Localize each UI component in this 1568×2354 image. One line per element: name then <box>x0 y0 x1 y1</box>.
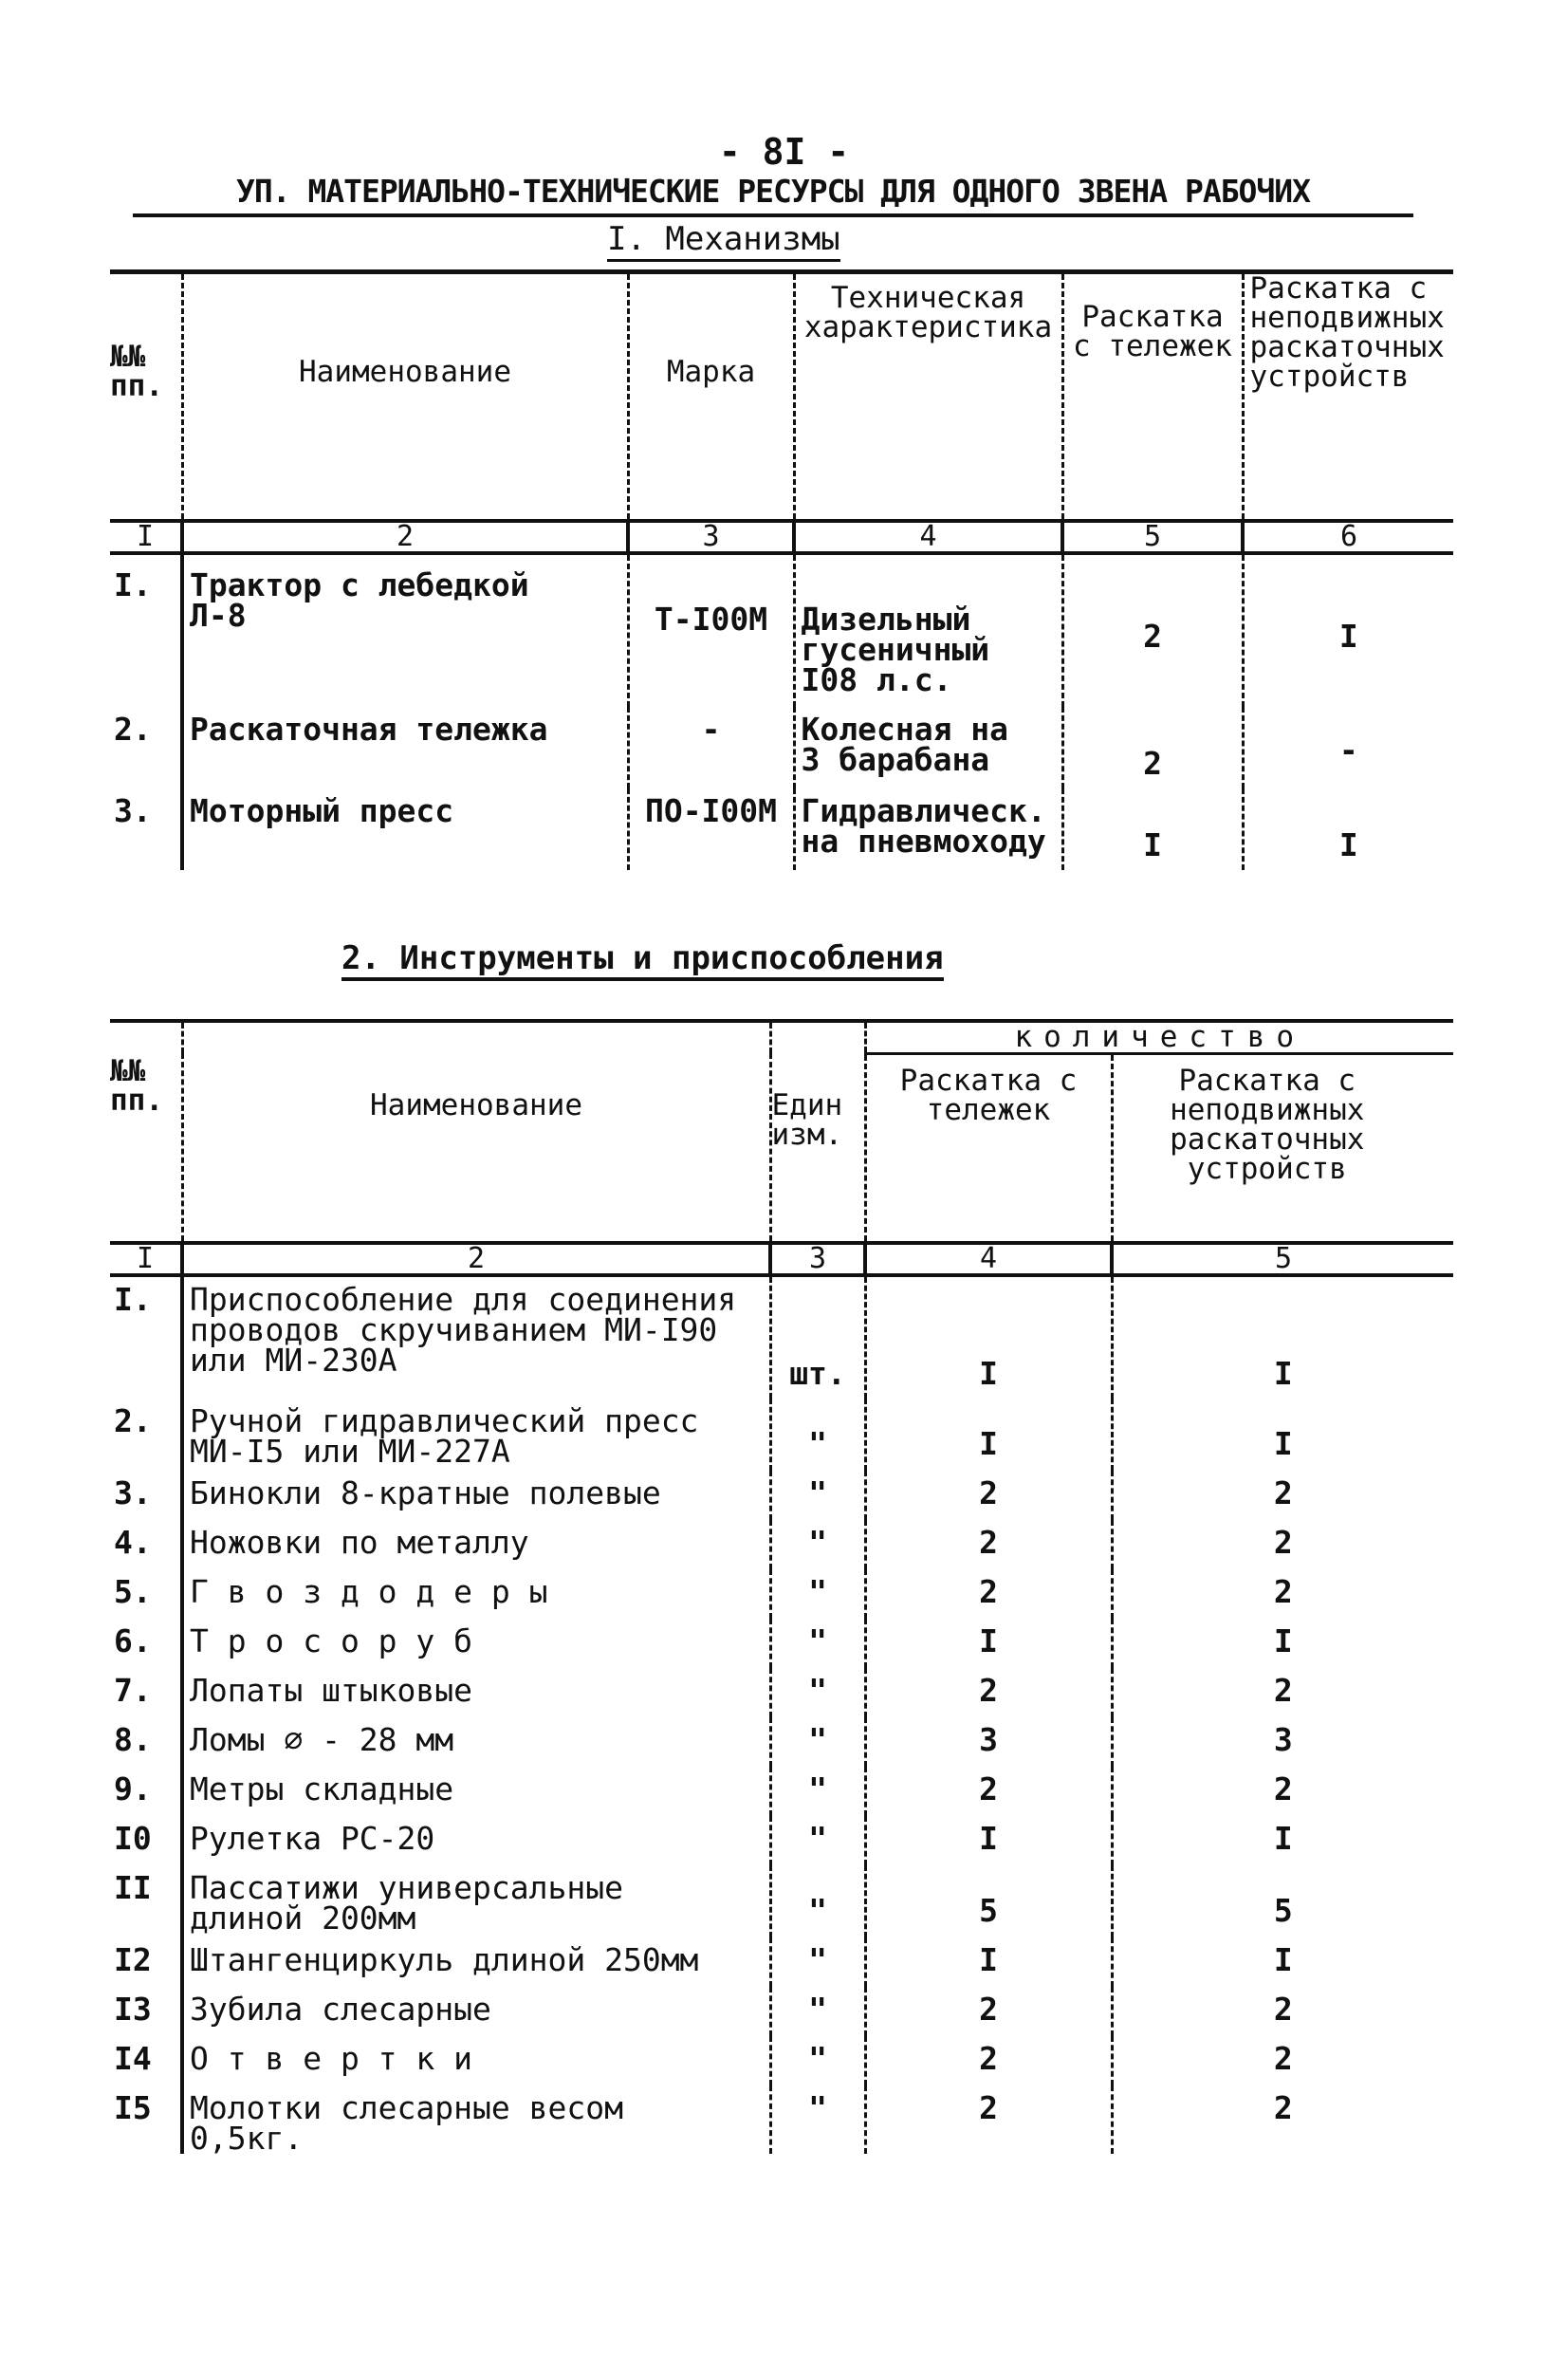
table-row <box>110 707 1453 788</box>
table-row <box>110 1816 1453 1865</box>
table-row <box>110 1987 1453 2036</box>
row-num: I5 <box>114 2089 152 2126</box>
row-spec: Гидравлическ. на пневмоходу <box>794 788 1062 870</box>
row-from-carts: I <box>865 1619 1112 1668</box>
row-fixed: I <box>1112 1275 1453 1399</box>
row-from-carts: 5 <box>865 1865 1112 1937</box>
row-num: 5. <box>114 1573 152 1610</box>
row-name: Рулетка РС-20 <box>182 1816 770 1865</box>
table-row <box>110 1520 1453 1569</box>
header-num: №№ пп. <box>110 1054 163 1118</box>
row-name: Метры складные <box>182 1767 770 1816</box>
colnum-5: 5 <box>1112 1243 1453 1275</box>
row-num: 3. <box>114 1474 152 1511</box>
row-num: I3 <box>114 1991 152 2028</box>
row-name: Ножовки по металлу <box>182 1520 770 1569</box>
colnum-6: 6 <box>1243 521 1453 553</box>
row-num: I0 <box>114 1820 152 1857</box>
row-name: Приспособление для соединения проводов скручиванием МИ-I90 или МИ-230А <box>182 1275 770 1399</box>
row-num: 8. <box>114 1721 152 1758</box>
colnum-4: 4 <box>865 1243 1112 1275</box>
row-fixed: 2 <box>1112 1668 1453 1717</box>
row-fixed: 2 <box>1112 1520 1453 1569</box>
header-row <box>110 272 1453 521</box>
row-from-carts: 2 <box>865 1668 1112 1717</box>
row-mark: ПО-I00М <box>628 788 794 870</box>
table-row <box>110 1767 1453 1816</box>
row-unit: " <box>770 1767 865 1816</box>
row-num: 6. <box>114 1622 152 1659</box>
row-unit: " <box>770 1937 865 1987</box>
row-unit: " <box>770 1619 865 1668</box>
row-name: Т р о с о р у б <box>182 1619 770 1668</box>
colnum-3: 3 <box>770 1243 865 1275</box>
row-from-carts: I <box>1062 788 1243 870</box>
row-name: Ручной гидравлический пресс МИ-I5 или МИ-227А <box>182 1399 770 1471</box>
row-num: I. <box>114 565 152 603</box>
row-name: Штангенциркуль длиной 250мм <box>182 1937 770 1987</box>
row-num: I. <box>114 1281 152 1318</box>
row-from-carts: 2 <box>865 1987 1112 2036</box>
row-unit: " <box>770 1987 865 2036</box>
section1-title: I. Механизмы <box>607 220 840 262</box>
table-row <box>110 1865 1453 1937</box>
row-from-carts: 3 <box>865 1717 1112 1767</box>
row-num: 2. <box>114 710 152 748</box>
row-unit: " <box>770 1520 865 1569</box>
header-from-carts: Раскатка с тележек <box>1062 272 1243 521</box>
row-from-carts: 2 <box>865 1471 1112 1520</box>
row-fixed: I <box>1112 1816 1453 1865</box>
row-mark: - <box>628 707 794 788</box>
row-unit: " <box>770 2036 865 2085</box>
table-row <box>110 553 1453 707</box>
row-unit: " <box>770 1668 865 1717</box>
page-number: - 8I - <box>718 131 850 173</box>
tools-table <box>110 1019 1453 2157</box>
row-fixed: 2 <box>1112 1987 1453 2036</box>
header-name: Наименование <box>182 1021 770 1243</box>
row-num: 2. <box>114 1402 152 1439</box>
table-row <box>110 1569 1453 1619</box>
colnum-3: 3 <box>628 521 794 553</box>
row-from-carts: 2 <box>1062 553 1243 707</box>
row-spec: Колесная на 3 барабана <box>794 707 1062 788</box>
table-row <box>110 1471 1453 1520</box>
table-row <box>110 1399 1453 1471</box>
section2-title: 2. Инструменты и приспособления <box>341 939 944 981</box>
colnum-4: 4 <box>794 521 1062 553</box>
table-row <box>110 1937 1453 1987</box>
row-num: II <box>114 1869 152 1906</box>
row-num: 7. <box>114 1672 152 1709</box>
table-row <box>110 1717 1453 1767</box>
row-from-carts: I <box>865 1399 1112 1471</box>
row-unit: " <box>770 2085 865 2154</box>
row-name: Ломы ∅ - 28 мм <box>182 1717 770 1767</box>
header-unit: Един изм. <box>770 1021 865 1243</box>
row-unit: " <box>770 1399 865 1471</box>
header-from-carts: Раскатка с тележек <box>865 1053 1112 1243</box>
row-name: Г в о з д о д е р ы <box>182 1569 770 1619</box>
row-fixed: 2 <box>1112 1569 1453 1619</box>
table-row <box>110 1619 1453 1668</box>
colnum-2: 2 <box>182 1243 770 1275</box>
column-numbers-row <box>110 521 1453 553</box>
row-unit: " <box>770 1816 865 1865</box>
table-row <box>110 1275 1453 1399</box>
row-from-carts: 2 <box>865 1569 1112 1619</box>
row-fixed: 2 <box>1112 2085 1453 2154</box>
row-fixed: 5 <box>1112 1865 1453 1937</box>
row-num: 4. <box>114 1524 152 1561</box>
row-unit: " <box>770 1569 865 1619</box>
row-from-carts: I <box>865 1816 1112 1865</box>
colnum-1: I <box>110 521 182 553</box>
row-from-carts: I <box>865 1275 1112 1399</box>
row-from-carts: 2 <box>1062 707 1243 788</box>
row-fixed: I <box>1243 788 1453 870</box>
mechanisms-table <box>110 269 1453 870</box>
row-name: Трактор с лебедкой Л-8 <box>182 553 628 707</box>
colnum-5: 5 <box>1062 521 1243 553</box>
row-from-carts: 2 <box>865 2036 1112 2085</box>
tools-body <box>110 1275 1453 2157</box>
row-fixed: I <box>1112 1937 1453 1987</box>
row-from-carts: 2 <box>865 1520 1112 1569</box>
row-unit: " <box>770 1471 865 1520</box>
colnum-2: 2 <box>182 521 628 553</box>
row-fixed: 3 <box>1112 1717 1453 1767</box>
row-fixed: 2 <box>1112 1767 1453 1816</box>
table-row <box>110 788 1453 870</box>
row-num: 9. <box>114 1770 152 1807</box>
row-fixed: - <box>1243 707 1453 788</box>
row-unit: " <box>770 1865 865 1937</box>
row-name: Лопаты штыковые <box>182 1668 770 1717</box>
row-mark: Т-I00М <box>628 553 794 707</box>
row-name: Пассатижи универсальные длиной 200мм <box>182 1865 770 1937</box>
table-row <box>110 2085 1453 2154</box>
row-name: О т в е р т к и <box>182 2036 770 2085</box>
table-row <box>110 2036 1453 2085</box>
row-name: Зубила слесарные <box>182 1987 770 2036</box>
header-spec: Техническая характеристика <box>794 272 1062 521</box>
page-title: УП. МАТЕРИАЛЬНО-ТЕХНИЧЕСКИЕ РЕСУРСЫ ДЛЯ ОДНОГО ЗВЕНА РАБОЧИХ <box>133 173 1413 217</box>
row-fixed: 2 <box>1112 2036 1453 2085</box>
header-quantity: количество <box>865 1021 1453 1053</box>
colnum-1: I <box>110 1243 182 1275</box>
row-fixed: I <box>1112 1399 1453 1471</box>
row-num: I4 <box>114 2040 152 2077</box>
header-num: №№ пп. <box>110 340 163 403</box>
table-row <box>110 1668 1453 1717</box>
header-mark: Марка <box>628 272 794 521</box>
header-fixed: Раскатка с неподвижных раскаточных устройств <box>1112 1053 1453 1243</box>
row-fixed: I <box>1243 553 1453 707</box>
row-spec: Дизельный гусеничный I08 л.с. <box>794 553 1062 707</box>
header-fixed: Раскатка с неподвижных раскаточных устройств <box>1243 272 1453 521</box>
row-num: 3. <box>114 791 152 829</box>
row-fixed: 2 <box>1112 1471 1453 1520</box>
row-name: Бинокли 8-кратные полевые <box>182 1471 770 1520</box>
row-name: Раскаточная тележка <box>182 707 628 788</box>
row-name: Молотки слесарные весом 0,5кг. <box>182 2085 770 2154</box>
row-unit: шт. <box>770 1275 865 1399</box>
column-numbers-row <box>110 1243 1453 1275</box>
row-name: Моторный пресс <box>182 788 628 870</box>
row-from-carts: I <box>865 1937 1112 1987</box>
header-name: Наименование <box>182 272 628 521</box>
row-from-carts: 2 <box>865 1767 1112 1816</box>
row-num: I2 <box>114 1941 152 1978</box>
row-unit: " <box>770 1717 865 1767</box>
row-fixed: I <box>1112 1619 1453 1668</box>
row-from-carts: 2 <box>865 2085 1112 2154</box>
header-row <box>110 1021 1453 1053</box>
